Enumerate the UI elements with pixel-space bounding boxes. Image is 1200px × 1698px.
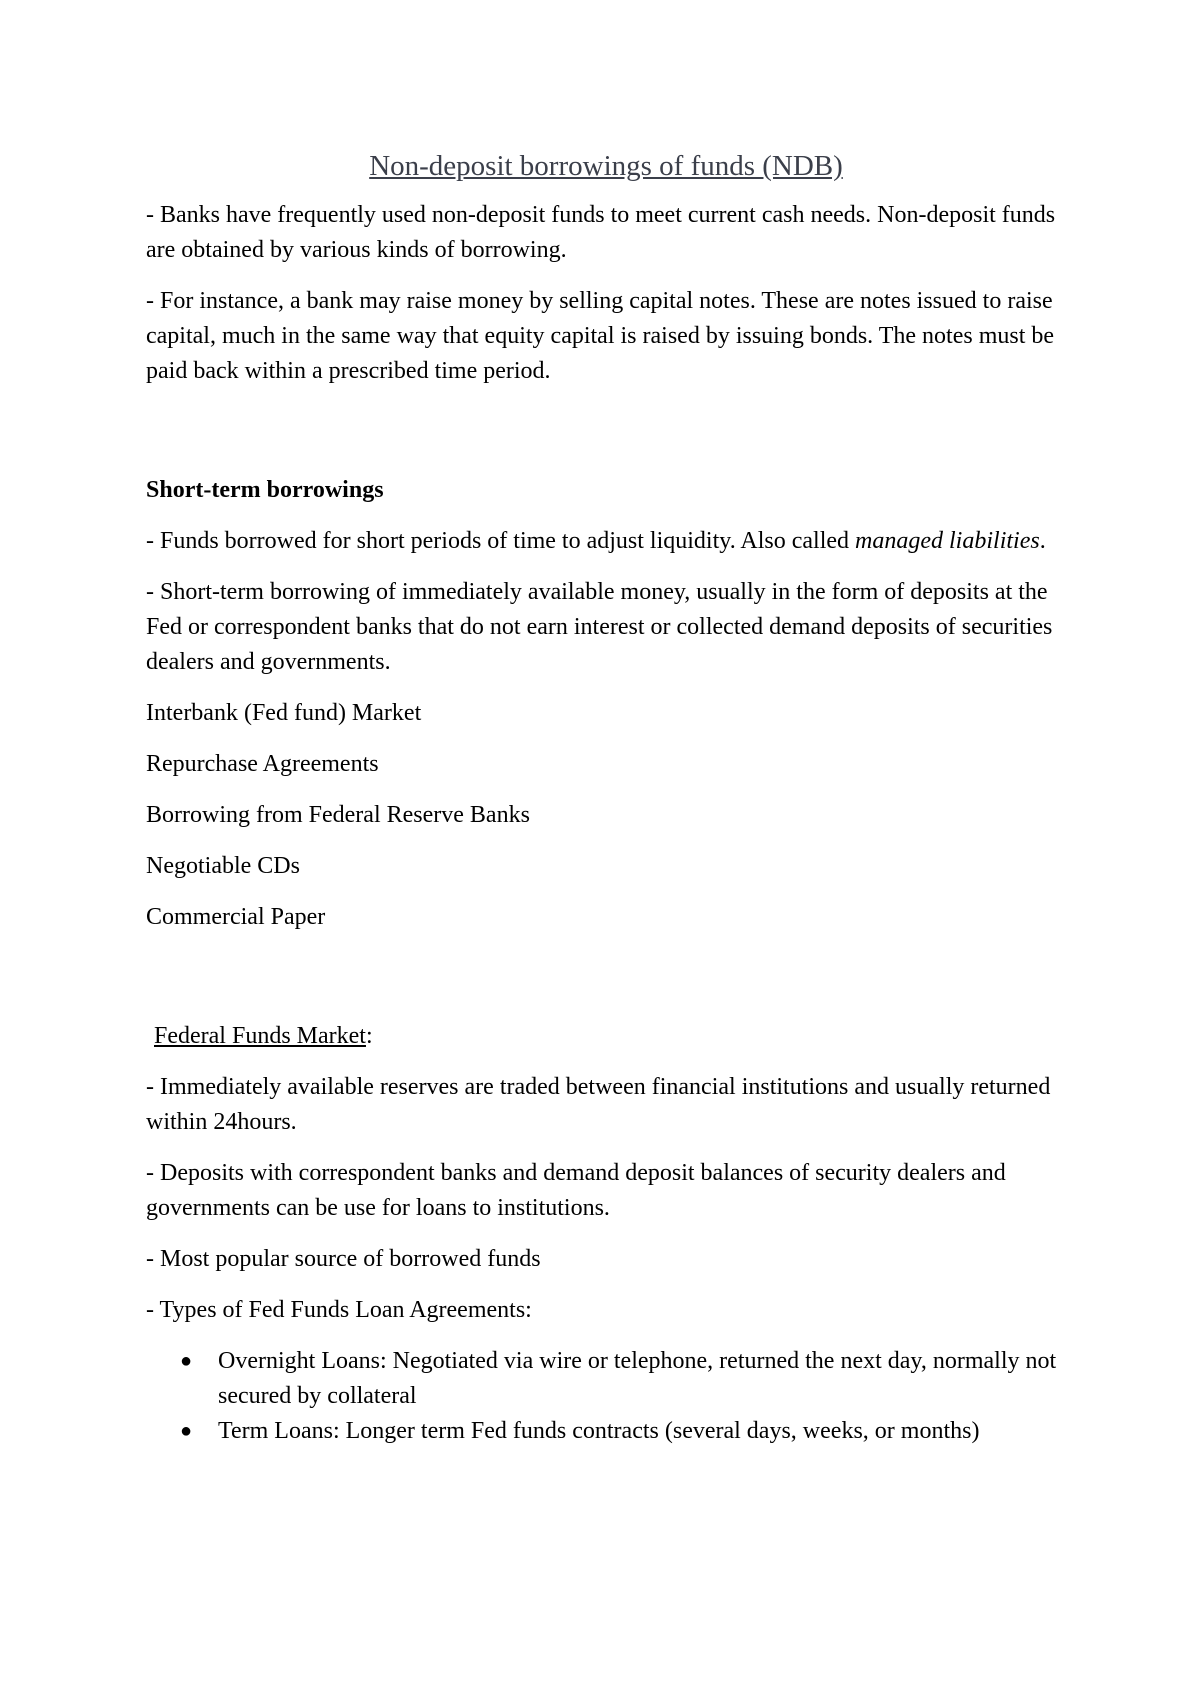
section-heading-short-term: Short-term borrowings: [146, 477, 384, 503]
section-heading-fed-funds: [154, 1019, 1066, 1054]
short-term-paragraph-1: [146, 524, 1066, 559]
list-item-text: Term Loans: Longer term Fed funds contracts (several days, weeks, or months): [218, 1418, 980, 1444]
fed-funds-paragraph: - Types of Fed Funds Loan Agreements:: [146, 1297, 532, 1323]
section-spacer: [146, 405, 1066, 473]
list-item-text: Overnight Loans: Negotiated via wire or telephone, returned the next day, normally not secured by collateral: [218, 1348, 1057, 1409]
short-term-item: Commercial Paper: [146, 904, 326, 930]
intro-paragraph-2: - For instance, a bank may raise money by selling capital notes. These are notes issued to raise capital, much in the same way that equity capital is raised by issuing bonds. The notes must be paid back within a prescribed time period.: [146, 288, 1055, 384]
fed-funds-paragraph: - Immediately available reserves are traded between financial institutions and usually returned within 24hours.: [146, 1074, 1051, 1135]
fed-funds-paragraph: - Deposits with correspondent banks and demand deposit balances of security dealers and governments can be use for loans to institutions.: [146, 1160, 1006, 1221]
short-term-item: Interbank (Fed fund) Market: [146, 700, 422, 726]
fed-funds-heading-colon: :: [365, 1023, 373, 1049]
list-item: [180, 1344, 1066, 1414]
bullet-icon: ●: [180, 1420, 193, 1442]
loan-types-list: [146, 1344, 1066, 1449]
short-term-item: Negotiable CDs: [146, 853, 300, 879]
bullet-icon: ●: [180, 1350, 193, 1372]
short-term-p1-prefix: - Funds borrowed for short periods of time to adjust liquidity. Also called: [146, 528, 856, 554]
short-term-item: Borrowing from Federal Reserve Banks: [146, 802, 530, 828]
page-title: Non-deposit borrowings of funds (NDB): [369, 150, 843, 182]
managed-liabilities-term: managed liabilities: [855, 528, 1040, 554]
section-spacer: [146, 951, 1066, 1019]
fed-funds-heading-text: Federal Funds Market: [154, 1023, 366, 1049]
intro-paragraph-1: - Banks have frequently used non-deposit funds to meet current cash needs. Non-deposit funds are obtained by various kinds of borrowing.: [146, 202, 1056, 263]
short-term-paragraph-2: - Short-term borrowing of immediately available money, usually in the form of deposits at the Fed or correspondent banks that do not earn interest or collected demand deposits of securities dealers and governments.: [146, 579, 1053, 675]
document-page: [146, 140, 1066, 1449]
short-term-item: Repurchase Agreements: [146, 751, 379, 777]
short-term-p1-suffix: .: [1039, 528, 1046, 554]
fed-funds-paragraph: - Most popular source of borrowed funds: [146, 1246, 541, 1272]
list-item: [180, 1414, 1066, 1449]
